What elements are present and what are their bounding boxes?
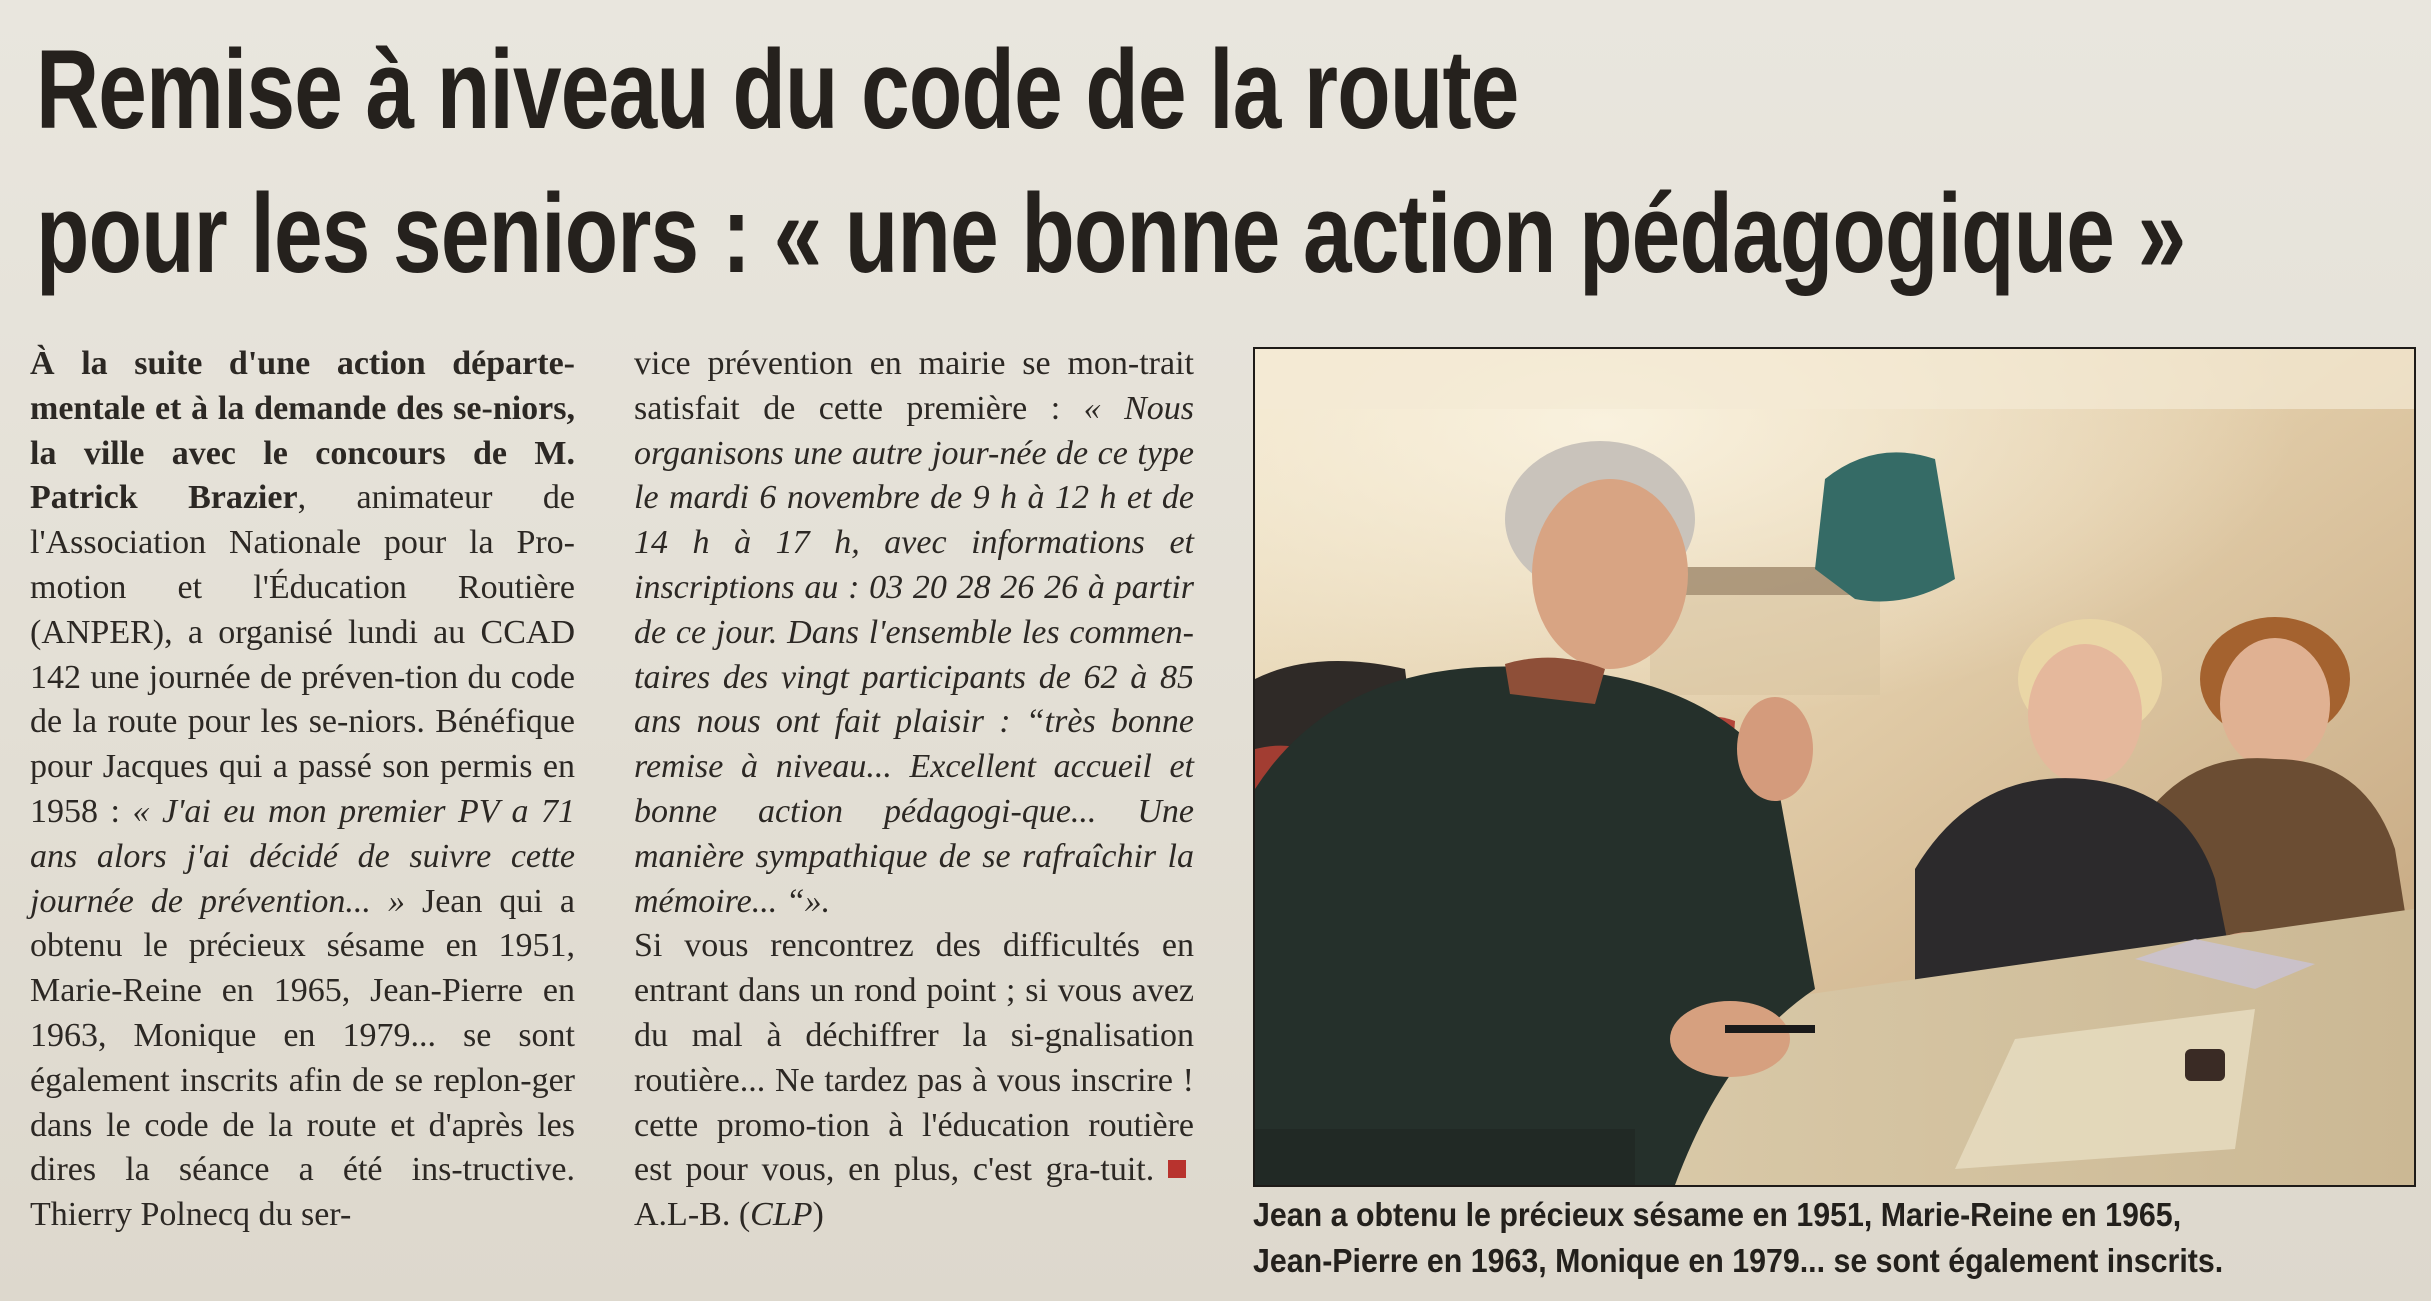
jacques-quote: « J'ai eu mon premier PV a 71 ans alors j'ai décidé de suivre cette journée de prévention... » (30, 792, 575, 920)
article-column-1 (30, 342, 575, 1238)
byline-close: ) (812, 1196, 824, 1234)
article-photo (1253, 347, 2416, 1187)
article-column-2 (634, 342, 1194, 1238)
photo-caption (1253, 1192, 2329, 1284)
caption-line-1: Jean a obtenu le précieux sésame en 1951, Marie-Reine en 1965, (1253, 1196, 2182, 1233)
photo-seniors-at-table (1255, 349, 2414, 1185)
column-1-text-1: , animateur de l'Association Nationale pour la Pro-motion et l'Éducation Routière (ANPER), a organisé lundi au CCAD 142 une journée de préven-tion du code de la route pour les se-niors. Bénéfique pour Jacques qui a passé son permis en 1958 : (30, 479, 575, 830)
organizer-quote: « Nous organisons une autre jour-née de ce type le mardi 6 novembre de 9 h à 12 h et de 14 h à 17 h, avec informations et inscriptions au : 03 20 28 26 26 à partir de ce jour. Dans l'ensemble les commen-taires des vingt participants de 62 à 85 ans nous ont fait plaisir : “très bonne remise à niveau... Excellent accueil et bonne action pédagogi-que... Une manière sympathique de se rafraîchir la mémoire... “». (634, 389, 1194, 920)
byline-author: A.L-B. ( (634, 1196, 751, 1234)
article-headline (36, 18, 2186, 306)
caption-line-2: Jean-Pierre en 1963, Monique en 1979... se sont également inscrits. (1253, 1242, 2224, 1279)
byline-source: CLP (750, 1196, 813, 1234)
article-lead: À la suite d'une action départe-mentale et à la demande des se-niors, la ville avec le concours de M. Patrick Brazier (30, 345, 575, 517)
column-2-text-2: Si vous rencontrez des difficultés en entrant dans un rond point ; si vous avez du mal à déchiffrer la si-gnalisation routière... Ne tardez pas à vous inscrire ! cette promo-tion à l'éducation routière est pour vous, en plus, c'est gra-tuit. (634, 927, 1194, 1189)
column-1-text-2: Jean qui a obtenu le précieux sésame en 1951, Marie-Reine en 1965, Jean-Pierre en 1963, Monique en 1979... se sont également inscrits afin de se replon-ger dans le code de la route et d'après les dires la séance a été ins-tructive. Thierry Polnecq du ser- (30, 882, 575, 1234)
column-2-text-1: vice prévention en mairie se mon-trait satisfait de cette première : (634, 345, 1194, 427)
byline-square-icon (1168, 1160, 1186, 1178)
headline-line-1: Remise à niveau du code de la route (36, 27, 1519, 152)
headline-line-2: pour les seniors : « une bonne action pédagogique » (36, 171, 2186, 296)
